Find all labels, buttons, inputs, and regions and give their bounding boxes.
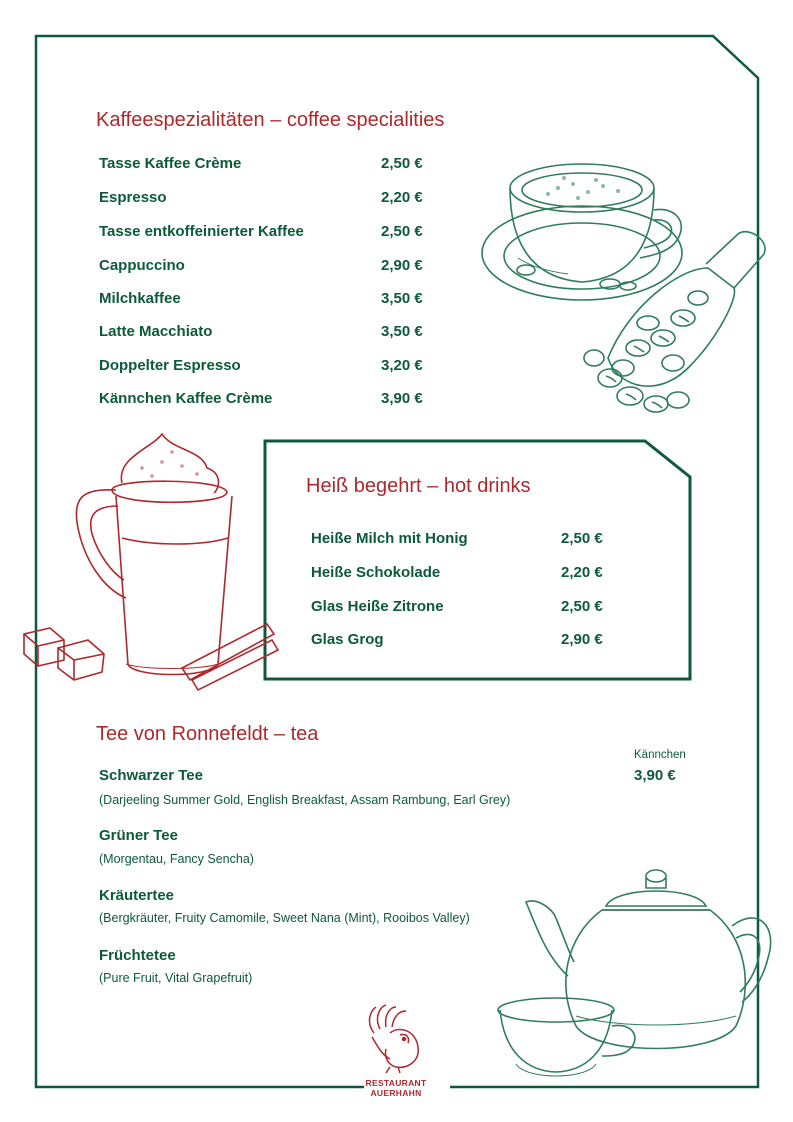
menu-item-name: Heiße Schokolade bbox=[311, 564, 441, 581]
menu-item-price: 3,50 € bbox=[381, 323, 423, 340]
tea-item-description: (Morgentau, Fancy Sencha) bbox=[99, 852, 254, 866]
tea-item-name: Früchtetee bbox=[99, 947, 176, 964]
coffee-section-title: Kaffeespezialitäten – coffee specialities bbox=[96, 109, 445, 131]
menu-item-name: Milchkaffee bbox=[99, 290, 181, 307]
hot-drinks-section-title: Heiß begehrt – hot drinks bbox=[306, 475, 531, 497]
menu-item-price: 2,50 € bbox=[381, 155, 423, 172]
menu-item-name: Glas Heiße Zitrone bbox=[311, 598, 444, 615]
tea-item-description: (Pure Fruit, Vital Grapefruit) bbox=[99, 971, 253, 985]
menu-item-price: 3,90 € bbox=[381, 390, 423, 407]
menu-item-name: Glas Grog bbox=[311, 631, 384, 648]
menu-item-name: Kännchen Kaffee Crème bbox=[99, 390, 273, 407]
logo-text-line2: AUERHAHN bbox=[370, 1088, 422, 1098]
tea-item-name: Kräutertee bbox=[99, 887, 175, 904]
logo-text-line1: RESTAURANT bbox=[365, 1078, 427, 1088]
menu-item-name: Cappuccino bbox=[99, 257, 185, 274]
menu-item-price: 2,50 € bbox=[381, 223, 423, 240]
tea-item-name: Schwarzer Tee bbox=[99, 767, 203, 784]
latte-glass-icon bbox=[22, 428, 282, 698]
tea-item-name: Grüner Tee bbox=[99, 827, 178, 844]
tea-section-title: Tee von Ronnefeldt – tea bbox=[96, 723, 319, 745]
menu-item-price: 3,50 € bbox=[381, 290, 423, 307]
menu-item-price: 2,20 € bbox=[381, 189, 423, 206]
coffee-beans-icon bbox=[578, 228, 773, 428]
menu-item-name: Tasse Kaffee Crème bbox=[99, 155, 242, 172]
menu-item-price: 2,90 € bbox=[381, 257, 423, 274]
menu-item-price: 2,50 € bbox=[561, 598, 603, 615]
menu-item-price: 2,90 € bbox=[561, 631, 603, 648]
menu-item-name: Heiße Milch mit Honig bbox=[311, 530, 468, 547]
auerhahn-logo-icon bbox=[360, 1003, 430, 1075]
tea-item-description: (Bergkräuter, Fruity Camomile, Sweet Nana (Mint), Rooibos Valley) bbox=[99, 911, 470, 925]
tea-item-description: (Darjeeling Summer Gold, English Breakfast, Assam Rambung, Earl Grey) bbox=[99, 793, 511, 807]
menu-item-name: Latte Macchiato bbox=[99, 323, 213, 340]
menu-item-name: Tasse entkoffeinierter Kaffee bbox=[99, 223, 304, 240]
tea-pot-price: 3,90 € bbox=[634, 767, 676, 784]
menu-item-price: 2,50 € bbox=[561, 530, 603, 547]
teapot-icon bbox=[496, 866, 781, 1086]
menu-item-name: Espresso bbox=[99, 189, 167, 206]
pot-size-label: Kännchen bbox=[634, 749, 686, 761]
menu-item-price: 2,20 € bbox=[561, 564, 603, 581]
menu-item-price: 3,20 € bbox=[381, 357, 423, 374]
menu-item-name: Doppelter Espresso bbox=[99, 357, 241, 374]
